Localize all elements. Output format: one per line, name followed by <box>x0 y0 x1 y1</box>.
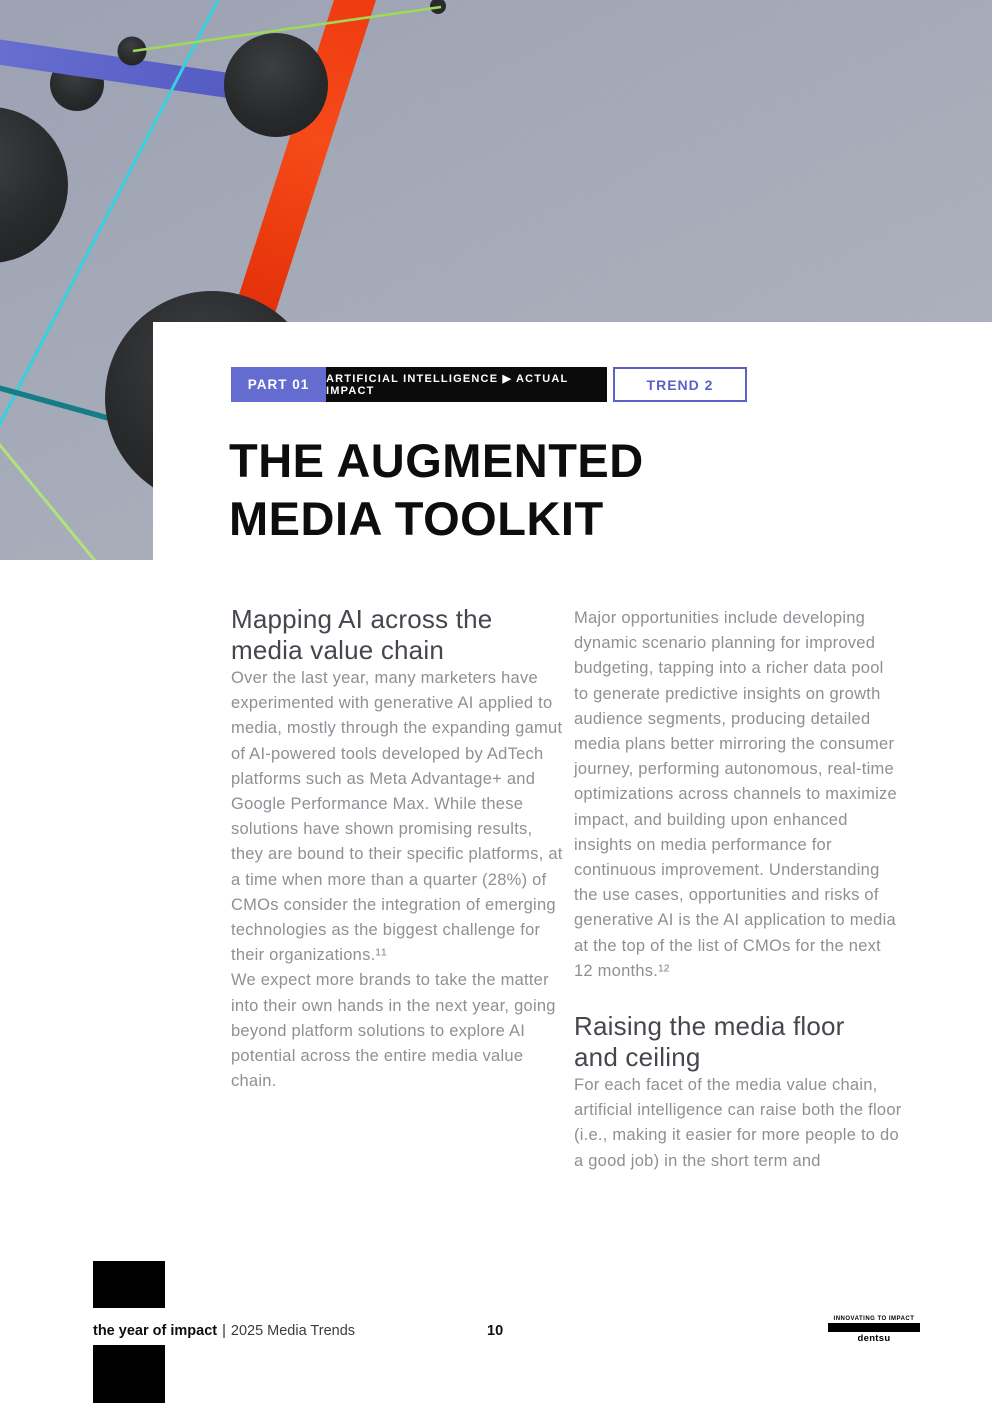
body-paragraph: Over the last year, many marketers have experimented with generative AI applied to media, mostly through the expanding gamut of AI-powered tools developed by AdTech platforms such as Meta Advantage+ and Google Performance Max. While these solutions have shown promising results, they are bound to their specific platforms, at a time when more than a quarter (28%) of CMOs consider the integration of emerging technologies as the biggest challenge for their organizations.¹¹ <box>231 669 563 965</box>
page-title <box>229 432 644 548</box>
page-title-line1: THE AUGMENTED <box>229 434 644 487</box>
dentsu-logo-tagline: INNOVATING TO IMPACT <box>833 1316 915 1322</box>
topic-badge: ARTIFICIAL INTELLIGENCE ▶ ACTUAL IMPACT <box>326 367 607 402</box>
footer-report-line <box>93 1323 355 1339</box>
footer-separator: | <box>222 1323 226 1339</box>
body-paragraph: We expect more brands to take the matter into their own hands in the next year, going beyond platform solutions to explore AI potential across the entire media value chain. <box>231 971 556 1091</box>
badge-row <box>231 367 747 402</box>
section-heading-mapping-ai: Mapping AI across the media value chain <box>231 604 493 665</box>
footer-report-subtitle: 2025 Media Trends <box>230 1323 356 1339</box>
page-number: 10 <box>487 1323 504 1339</box>
body-paragraph: For each facet of the media value chain, artificial intelligence can raise both the floor (i.e., making it easier for more people to do a good job) in the short term and <box>574 1076 902 1170</box>
trend-badge: TREND 2 <box>613 367 747 402</box>
part-badge: PART 01 <box>231 367 326 402</box>
dentsu-logo-brand: dentsu <box>857 1333 891 1344</box>
decorative-black-block-top <box>93 1261 165 1308</box>
section-heading-raising-floor: Raising the media floor and ceiling <box>574 1011 845 1073</box>
page-title-line2: MEDIA TOOLKIT <box>229 492 604 545</box>
column-right <box>574 606 902 1174</box>
column-left <box>231 604 565 1094</box>
dentsu-logo-bar <box>828 1323 920 1332</box>
body-paragraph: Major opportunities include developing dynamic scenario planning for improved budgeting, tapping into a richer data pool to generate predictive insights on growth audience segments, producing detailed media plans better mirroring the consumer journey, performing autonomous, real-time optimizations across channels to maximize impact, and building upon enhanced insights on media performance for continuous improvement. Understanding the use cases, opportunities and risks of generative AI is the AI application to media at the top of the list of CMOs for the next 12 months.¹² <box>574 609 897 980</box>
dentsu-logo <box>828 1316 920 1344</box>
decorative-black-block-bottom <box>93 1345 165 1403</box>
footer-report-title: the year of impact <box>93 1323 218 1339</box>
